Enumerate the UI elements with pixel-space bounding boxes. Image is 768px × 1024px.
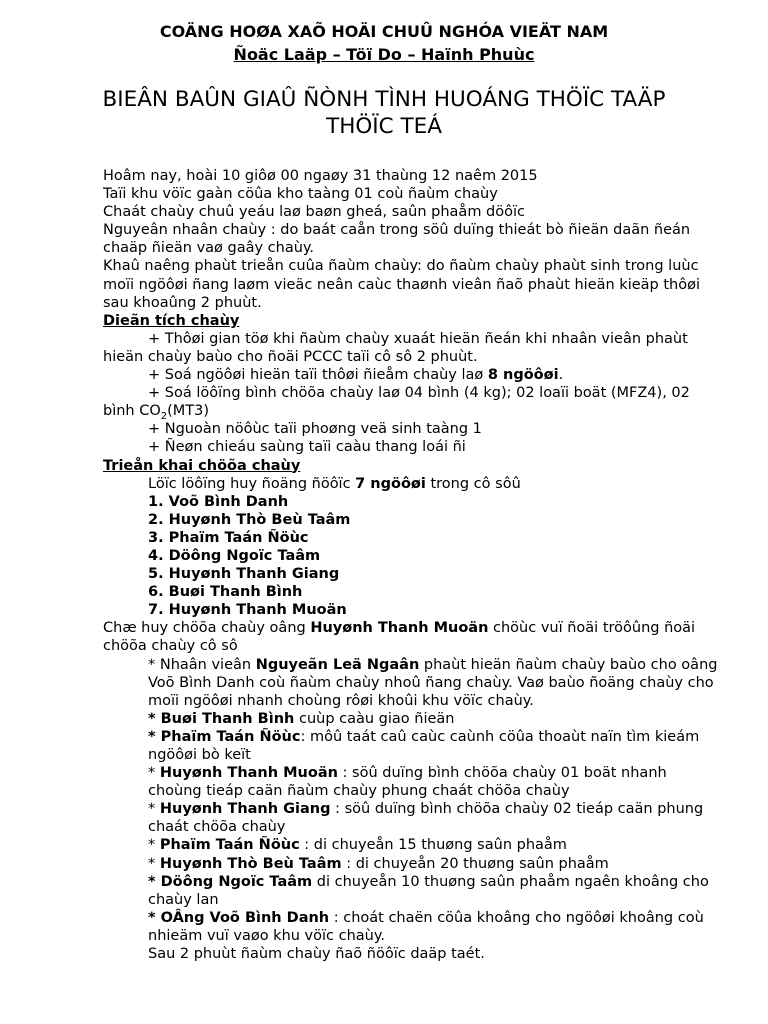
task-item — [148, 836, 723, 854]
task-item — [148, 656, 723, 710]
intro-line: Nguyeân nhaân chaùy : do baát caån trong söû duïng thieát bò ñieän daãn ñeán chaäp ñieän vaø gaây chaùy. — [103, 222, 691, 257]
bullet-text: (MT3) — [167, 403, 210, 420]
task-text: cuùp caàu giao ñieän — [294, 710, 455, 727]
national-motto: Ñoäc Laäp – Töï Do – Haïnh Phuùc — [233, 45, 535, 64]
task-prefix: * — [148, 837, 160, 854]
person-name: 7. Huyønh Thanh Muoän — [148, 602, 347, 619]
task-text: : di chuyeån 20 thuøng saûn phaåm — [341, 855, 609, 872]
task-list — [103, 656, 723, 964]
title-line-2: THÖÏC TEÁ — [326, 114, 442, 139]
person-name: 6. Buøi Thanh Bình — [148, 584, 303, 601]
task-person: Huyønh Thanh Giang — [159, 801, 331, 818]
task-person: * OÂng Voõ Bình Danh — [148, 909, 330, 926]
person-name: 5. Huyønh Thanh Giang — [148, 566, 340, 583]
task-text: : di chuyeån 15 thuøng saûn phaåm — [299, 837, 567, 854]
bullet-text: . — [558, 367, 564, 384]
task-text: phaùt hieän ñaùm chaùy baùo cho oâng Voõ Bình Danh coù ñaùm chaùy nhoû ñang chaùy. Vaø baùo ñoäng chaùy cho moïi ngöôøi nhanh choùng rôøi khoûi khu vöïc chaùy. — [148, 656, 718, 709]
commander-text: Chæ huy chöõa chaùy oâng — [103, 620, 311, 637]
task-prefix: * — [148, 765, 160, 782]
list-item — [148, 565, 723, 583]
force-text: Löïc löôïng huy ñoäng ñöôïc — [148, 475, 356, 492]
force-line — [103, 475, 723, 493]
title-line-1: BIEÂN BAÛN GIAÛ ÑÒNH TÌNH HUOÁNG THÖÏC TAÄP — [102, 87, 666, 112]
task-item — [148, 873, 723, 909]
task-text: : söû duïng bình chöõa chaùy 02 tieáp caän phung chaát chöõa chaùy — [148, 801, 704, 836]
intro-line: Khaû naêng phaùt trieån cuûa ñaùm chaùy: do ñaùm chaùy phaùt sinh trong luùc moïi ngöôøi ñang laøm vieäc neân caùc thaønh vieân ñaõ phaùt hieän kieäp thôøi sau khoaûng 2 phuùt. — [103, 258, 700, 311]
closing-line: Sau 2 phuùt ñaùm chaùy ñaõ ñöôïc daäp taét. — [148, 946, 485, 963]
task-person: Nguyeãn Leä Ngaân — [255, 656, 420, 673]
task-item — [148, 855, 723, 873]
task-person: * Döông Ngoïc Taâm — [148, 873, 313, 890]
document-body — [103, 167, 723, 963]
scenario-bullet — [103, 366, 723, 384]
scenario-bullet: + Ñeøn chieáu saùng taïi caàu thang loái ñi — [148, 439, 466, 456]
person-name: 1. Voõ Bình Danh — [148, 493, 289, 510]
scenario-bullet: + Thôøi gian töø khi ñaùm chaùy xuaát hieän ñeán khi nhaân vieân phaùt hieän chaùy baùo cho ñoäi PCCC taïi cô sô 2 phuùt. — [103, 330, 688, 365]
person-name: 2. Huyønh Thò Beù Taâm — [148, 511, 351, 528]
task-prefix: * Nhaân vieân — [148, 656, 256, 673]
force-count: 7 ngöôøi — [355, 475, 426, 492]
task-item — [148, 728, 723, 764]
task-person: Huyønh Thò Beù Taâm — [159, 855, 342, 872]
bullet-subscript: 2 — [160, 411, 168, 423]
list-item — [148, 493, 723, 511]
list-item — [148, 601, 723, 619]
list-item — [148, 547, 723, 565]
task-person: Huyønh Thanh Muoän — [159, 765, 338, 782]
intro-line: Hoâm nay, hoài 10 giôø 00 ngaøy 31 thaùng 12 naêm 2015 — [103, 168, 538, 184]
commander-line — [103, 619, 723, 655]
document-title — [0, 86, 768, 140]
bullet-text: + Soá ngöôøi hieän taïi thôøi ñieåm chaùy laø — [148, 367, 488, 384]
force-text: trong cô sôû — [425, 475, 521, 492]
task-item — [148, 800, 723, 836]
section-heading-firefighting: Trieån khai chöõa chaùy — [103, 457, 301, 474]
list-item — [148, 511, 723, 529]
task-text: : môû taát caû caùc caùnh cöûa thoaùt naïn tìm kieám ngöôøi bò keït — [148, 728, 700, 763]
national-heading: COÄNG HOØA XAÕ HOÄI CHUÛ NGHÓA VIEÄT NAM — [159, 22, 609, 41]
person-name: 3. Phaïm Taán Ñöùc — [148, 529, 309, 546]
commander-name: Huyønh Thanh Muoän — [310, 620, 489, 637]
task-item — [148, 710, 723, 728]
task-text: : choát chaën cöûa khoâng cho ngöôøi khoâng coù nhieäm vuï vaøo khu vöïc chaùy. — [148, 909, 704, 944]
task-person: * Phaïm Taán Ñöùc — [148, 728, 301, 745]
task-text: di chuyeån 10 thuøng saûn phaåm ngaên khoâng cho chaùy lan — [148, 873, 709, 908]
task-person: * Buøi Thanh Bình — [148, 710, 295, 727]
scenario-bullet — [103, 384, 723, 423]
task-text: : söû duïng bình chöõa chaùy 01 boät nhanh choùng tieáp caän ñaùm chaùy phung chaát chöõa chaùy — [148, 765, 667, 800]
task-item — [148, 909, 723, 945]
task-person: Phaïm Taán Ñöùc — [159, 837, 300, 854]
task-prefix: * — [148, 801, 160, 818]
intro-line: Taïi khu vöïc gaàn cöûa kho taàng 01 coù ñaùm chaùy — [103, 186, 498, 203]
task-prefix: * — [148, 855, 160, 872]
intro-line: Chaát chaùy chuû yeáu laø baøn gheá, saûn phaåm döôïc — [103, 204, 525, 221]
section-heading-fire-scenario: Dieãn tích chaùy — [103, 312, 240, 329]
bullet-text: + Soá löôïng bình chöõa chaùy laø 04 bình (4 kg); 02 loaïi boät (MFZ4), 02 bình CO — [103, 385, 690, 420]
task-item — [148, 764, 723, 800]
person-name: 4. Döông Ngoïc Taâm — [148, 547, 321, 564]
list-item — [148, 583, 723, 601]
scenario-bullet: + Nguoàn nöôùc taïi phoøng veä sinh taàng 1 — [148, 421, 482, 438]
list-item — [148, 529, 723, 547]
people-list — [103, 493, 723, 620]
commander-text: chöùc vuï ñoäi tröôûng ñoäi chöõa chaùy cô sô — [103, 620, 696, 655]
bullet-bold: 8 ngöôøi — [487, 367, 559, 384]
